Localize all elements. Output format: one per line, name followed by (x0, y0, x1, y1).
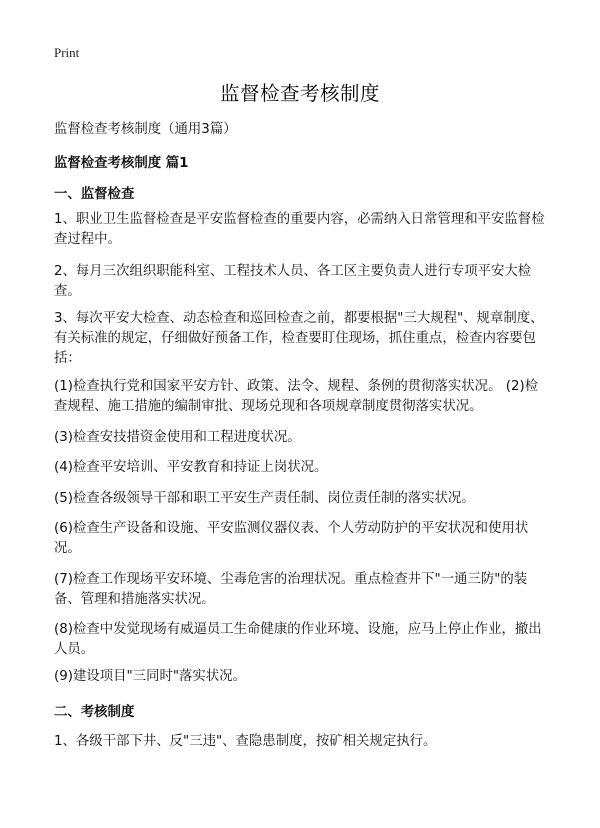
paragraph-assessment-1: 1、各级干部下井、反"三违"、查隐患制度，按矿相关规定执行。 (54, 734, 437, 749)
paragraph-item-7: (7)检查工作现场平安环境、尘毒危害的治理状况。重点检查井下"一通三防"的装备、管理和措施落实状况。 (54, 572, 528, 607)
paragraph-item-1-2: (1)检查执行党和国家平安方针、政策、法令、规程、条例的贯彻落实状况。 (2)检查规程、施工措施的编制审批、现场兑现和各项规章制度贯彻落实状况。 (54, 379, 539, 414)
page-title: 监督检查考核制度 (219, 82, 380, 105)
paragraph-item-3: (3)检查安技措资金使用和工程进度状况。 (54, 430, 301, 445)
paragraph-item-8: (8)检查中发觉现场有威逼员工生命健康的作业环境、设施，应马上停止作业，撤出人员。 (54, 622, 542, 657)
section-heading-supervision: 一、监督检查 (54, 187, 135, 202)
paragraph-item-6: (6)检查生产设备和设施、平安监测仪器仪表、个人劳动防护的平安状况和使用状况。 (54, 521, 529, 556)
paragraph-1: 1、职业卫生监督检查是平安监督检查的重要内容，必需纳入日常管理和平安监督检查过程中。 (54, 212, 545, 247)
paragraph-2: 2、每月三次组织职能科室、工程技术人员、各工区主要负责人进行专项平安大检查。 (54, 264, 532, 299)
section-heading-assessment: 二、考核制度 (54, 705, 135, 720)
paragraph-item-9: (9)建设项目"三同时"落实状况。 (54, 669, 246, 684)
article-heading: 监督检查考核制度 篇1 (54, 156, 189, 171)
paragraph-item-5: (5)检查各级领导干部和职工平安生产责任制、岗位责任制的落实状况。 (54, 491, 475, 506)
print-label: Print (54, 45, 80, 60)
paragraph-3: 3、每次平安大检查、动态检查和巡回检查之前，都要根据"三大规程"、规章制度、有关标准的规定，仔细做好预备工作，检查要盯住现场，抓住重点，检查内容要包括： (54, 311, 544, 366)
paragraph-item-4: (4)检查平安培训、平安教育和持证上岗状况。 (54, 460, 328, 475)
document-subtitle: 监督检查考核制度（通用3篇） (54, 122, 237, 137)
